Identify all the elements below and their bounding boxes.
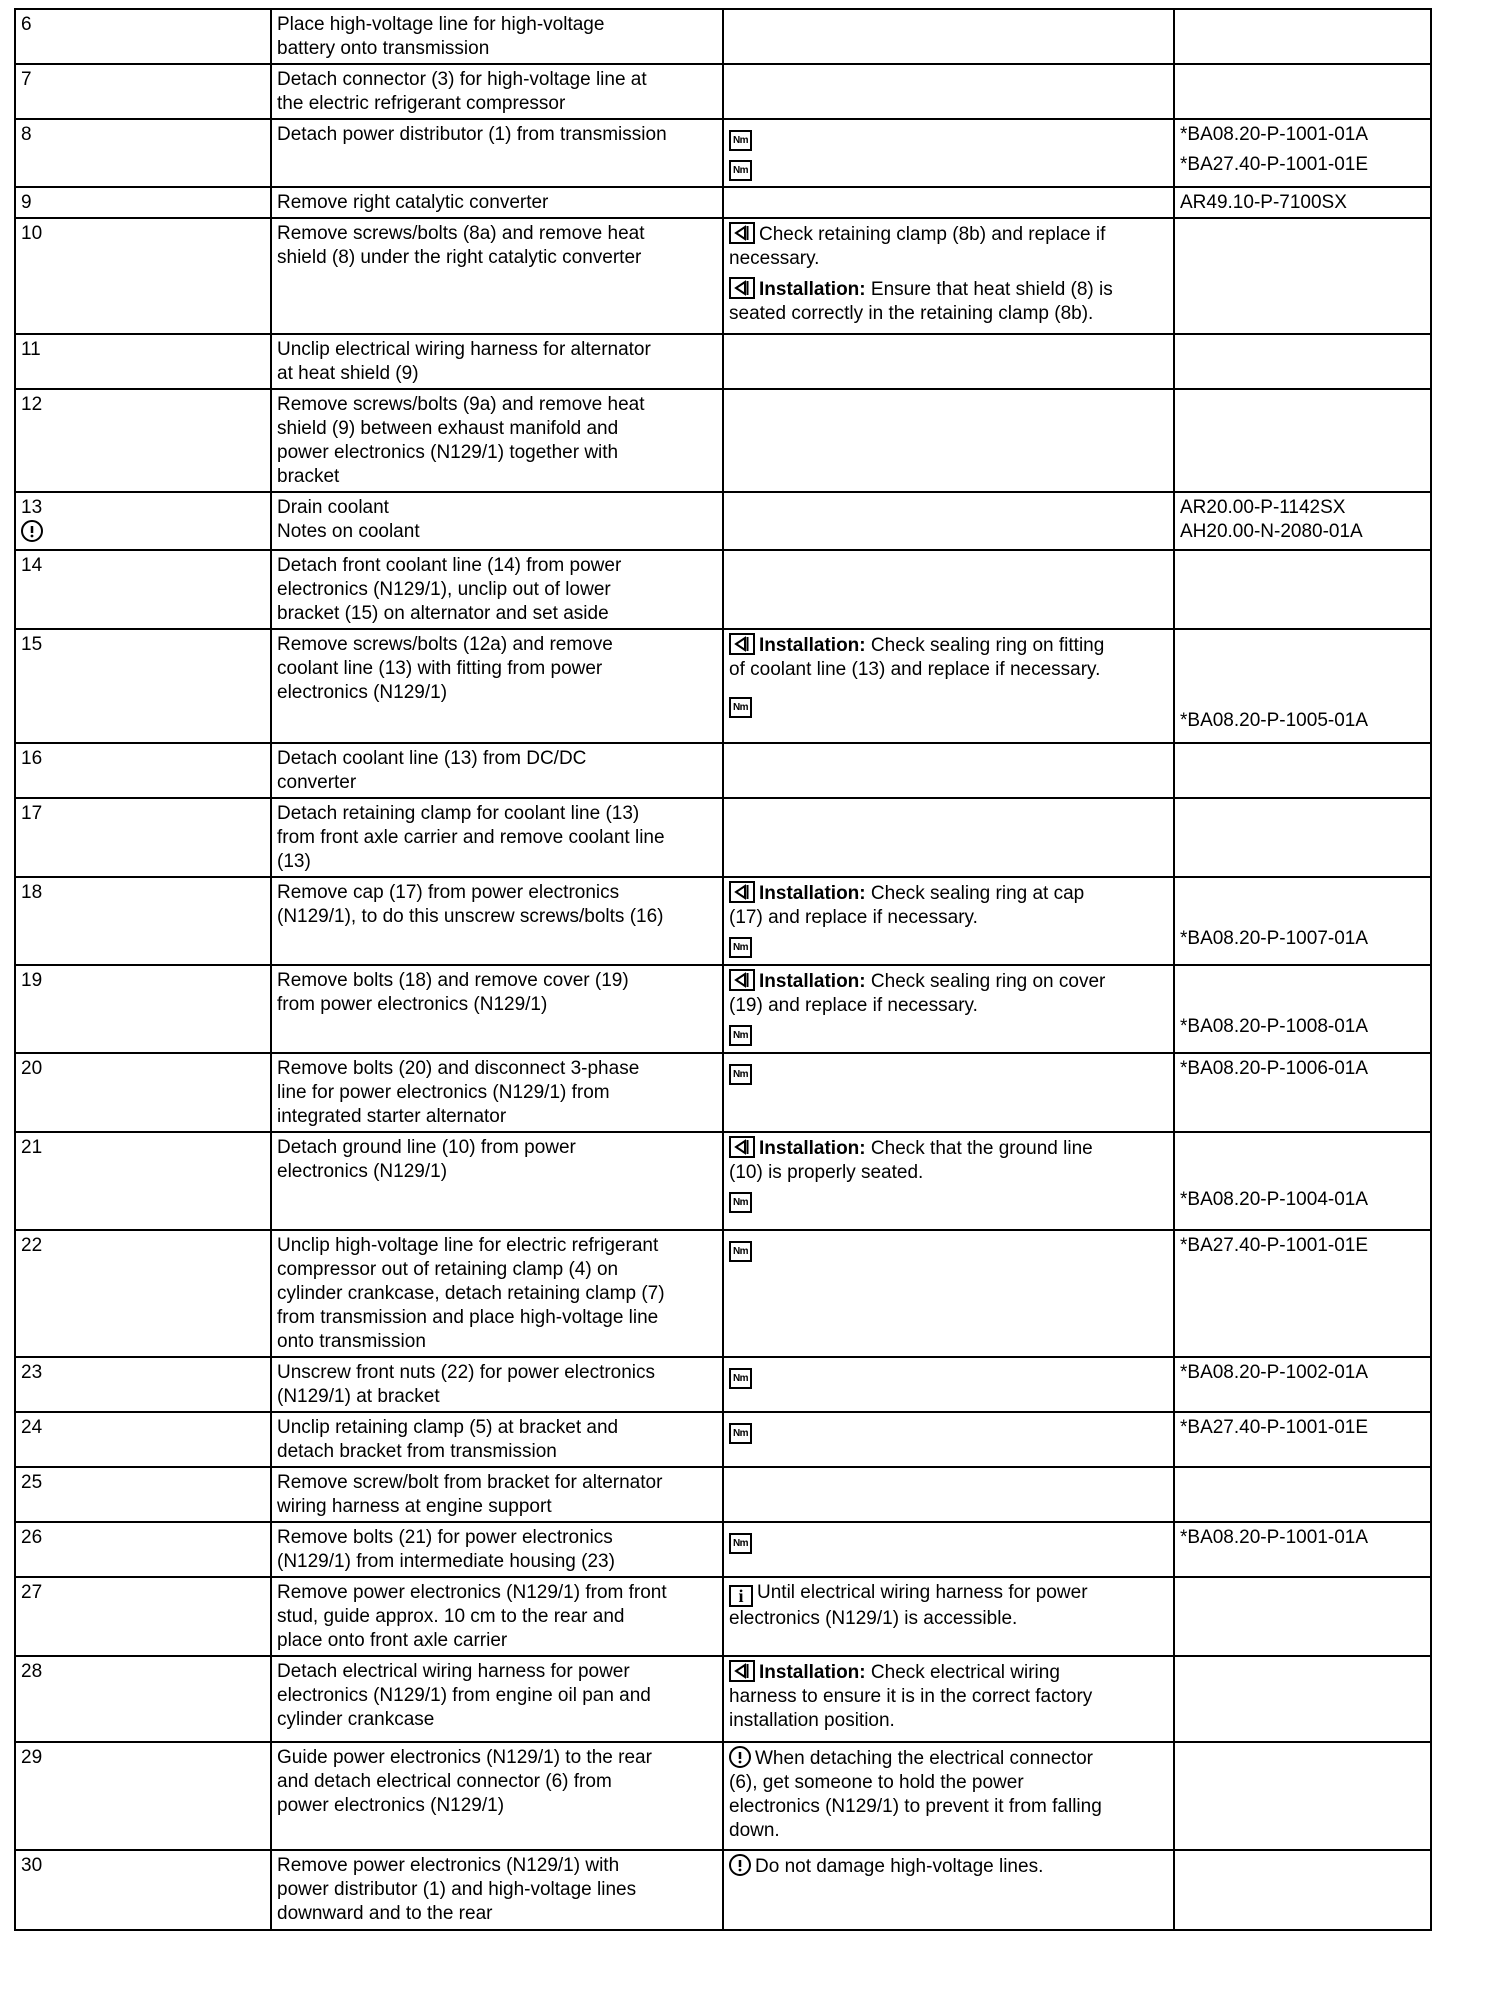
description-line: Detach front coolant line (14) from power: [277, 555, 622, 576]
step-number: [15, 1357, 271, 1412]
note-text: Check electrical wiring: [870, 1662, 1060, 1683]
description-line: (13): [277, 851, 311, 872]
description-line: the electric refrigerant compressor: [277, 93, 566, 114]
step-description: [271, 629, 723, 743]
description-line: converter: [277, 772, 357, 793]
description-line: place onto front axle carrier: [277, 1630, 508, 1651]
step-notes: [723, 629, 1174, 743]
step-description: [271, 798, 723, 877]
step-number-text: 16: [21, 748, 43, 769]
table-row: [15, 1053, 1431, 1132]
reference-link[interactable]: *BA08.20-P-1005-01A: [1180, 710, 1369, 731]
description-line: stud, guide approx. 10 cm to the rear and: [277, 1606, 625, 1627]
step-notes: [723, 119, 1174, 187]
step-number: [15, 965, 271, 1053]
table-row: [15, 64, 1431, 119]
installation-note: [729, 1136, 1168, 1185]
torque-nm-icon[interactable]: Nm: [729, 1192, 752, 1213]
description-line: bracket (15) on alternator and set aside: [277, 603, 609, 624]
warning-icon: [729, 1854, 751, 1876]
step-description: [271, 1357, 723, 1412]
step-number: [15, 550, 271, 629]
step-number: [15, 743, 271, 798]
step-description: [271, 9, 723, 64]
step-notes: [723, 550, 1174, 629]
table-row: [15, 1522, 1431, 1577]
step-number-text: 26: [21, 1527, 43, 1548]
description-line: bracket: [277, 466, 340, 487]
description-line: (N129/1), to do this unscrew screws/bolts (16): [277, 906, 664, 927]
table-row: [15, 334, 1431, 389]
step-number-text: 13: [21, 497, 43, 518]
description-line: power electronics (N129/1): [277, 1795, 505, 1816]
step-description: [271, 1467, 723, 1522]
installation-note: [729, 277, 1168, 326]
step-reference: [1174, 1467, 1431, 1522]
installation-arrow-icon: [729, 277, 755, 299]
note-text: seated correctly in the retaining clamp (8b).: [729, 303, 1094, 324]
step-notes: [723, 877, 1174, 965]
step-number: [15, 119, 271, 187]
description-line: Remove right catalytic converter: [277, 192, 549, 213]
step-notes: [723, 1850, 1174, 1930]
step-description: [271, 743, 723, 798]
note-text: (10) is properly seated.: [729, 1162, 924, 1183]
step-description: [271, 1132, 723, 1230]
note-text: Check sealing ring on cover: [870, 971, 1106, 992]
step-notes: [723, 1132, 1174, 1230]
step-reference: [1174, 1357, 1431, 1412]
note: [729, 222, 1168, 271]
step-description: [271, 1053, 723, 1132]
reference-link[interactable]: *BA08.20-P-1002-01A: [1180, 1362, 1369, 1383]
table-row: [15, 1412, 1431, 1467]
table-row: [15, 1132, 1431, 1230]
step-description: [271, 1577, 723, 1656]
note-text: (6), get someone to hold the power: [729, 1772, 1024, 1793]
description-line: power distributor (1) and high-voltage lines: [277, 1879, 637, 1900]
table-row: [15, 1230, 1431, 1357]
description-line: Remove power electronics (N129/1) with: [277, 1855, 620, 1876]
step-description: [271, 492, 723, 550]
description-line: wiring harness at engine support: [277, 1496, 552, 1517]
installation-arrow-icon: [729, 881, 755, 903]
step-reference: [1174, 218, 1431, 334]
description-line: cylinder crankcase, detach retaining clamp (7): [277, 1283, 665, 1304]
info-icon: i: [729, 1585, 753, 1607]
note-text: electronics (N129/1) to prevent it from falling: [729, 1796, 1102, 1817]
step-description: [271, 877, 723, 965]
step-notes: [723, 1357, 1174, 1412]
table-row: [15, 218, 1431, 334]
step-description: [271, 119, 723, 187]
description-line: shield (8) under the right catalytic converter: [277, 247, 642, 268]
torque-nm-icon[interactable]: Nm: [729, 1533, 752, 1554]
step-description: [271, 1850, 723, 1930]
step-description: [271, 187, 723, 218]
reference-link[interactable]: *BA08.20-P-1001-01A: [1180, 1527, 1369, 1548]
step-number: [15, 334, 271, 389]
installation-note: [729, 633, 1168, 682]
step-reference: [1174, 1850, 1431, 1930]
note-text: installation position.: [729, 1710, 895, 1731]
table-row: [15, 1742, 1431, 1850]
step-description: [271, 550, 723, 629]
reference-link[interactable]: *BA08.20-P-1006-01A: [1180, 1058, 1369, 1079]
step-reference: [1174, 1412, 1431, 1467]
description-line: Detach retaining clamp for coolant line (13): [277, 803, 640, 824]
step-number-text: 10: [21, 223, 43, 244]
step-notes: [723, 1742, 1174, 1850]
step-notes: [723, 743, 1174, 798]
step-notes: [723, 1577, 1174, 1656]
step-number: [15, 1053, 271, 1132]
step-notes: [723, 1467, 1174, 1522]
step-reference: [1174, 389, 1431, 492]
table-row: [15, 119, 1431, 187]
installation-arrow-icon: [729, 633, 755, 655]
description-line: from power electronics (N129/1): [277, 994, 548, 1015]
step-reference: [1174, 334, 1431, 389]
description-line: electronics (N129/1) from engine oil pan and: [277, 1685, 651, 1706]
description-line: Remove screws/bolts (8a) and remove heat: [277, 223, 645, 244]
step-notes: [723, 218, 1174, 334]
step-notes: [723, 1522, 1174, 1577]
step-number-text: 9: [21, 192, 32, 213]
step-number: [15, 1412, 271, 1467]
reference-link[interactable]: *BA27.40-P-1001-01E: [1180, 1235, 1369, 1256]
torque-nm-icon[interactable]: Nm: [729, 1241, 752, 1262]
description-line: Unclip electrical wiring harness for alternator: [277, 339, 651, 360]
table-row: [15, 1357, 1431, 1412]
step-reference: [1174, 1656, 1431, 1742]
step-number-text: 23: [21, 1362, 43, 1383]
step-number-text: 21: [21, 1137, 43, 1158]
description-line: battery onto transmission: [277, 38, 490, 59]
step-number: [15, 218, 271, 334]
step-number-text: 22: [21, 1235, 43, 1256]
step-description: [271, 1412, 723, 1467]
description-line: cylinder crankcase: [277, 1709, 435, 1730]
table-row: [15, 389, 1431, 492]
step-number-text: 19: [21, 970, 43, 991]
note-text: When detaching the electrical connector: [755, 1748, 1093, 1769]
description-line: Remove screw/bolt from bracket for alternator: [277, 1472, 663, 1493]
reference-link[interactable]: *BA08.20-P-1004-01A: [1180, 1189, 1369, 1210]
info-note: [729, 1581, 1168, 1631]
step-number: [15, 1230, 271, 1357]
step-number: [15, 877, 271, 965]
note-text: Check sealing ring on fitting: [870, 635, 1105, 656]
description-line: Remove bolts (18) and remove cover (19): [277, 970, 629, 991]
description-line: onto transmission: [277, 1331, 426, 1352]
step-notes: [723, 389, 1174, 492]
description-line: Remove screws/bolts (12a) and remove: [277, 634, 613, 655]
installation-label: Installation:: [759, 635, 866, 656]
description-line: Remove screws/bolts (9a) and remove heat: [277, 394, 645, 415]
step-notes: [723, 187, 1174, 218]
description-line: line for power electronics (N129/1) from: [277, 1082, 610, 1103]
note-text: Until electrical wiring harness for power: [757, 1582, 1088, 1603]
step-number-text: 25: [21, 1472, 43, 1493]
note-text: of coolant line (13) and replace if necessary.: [729, 659, 1101, 680]
torque-nm-icon[interactable]: Nm: [729, 937, 752, 958]
step-description: [271, 1230, 723, 1357]
reference-link[interactable]: *BA08.20-P-1008-01A: [1180, 1016, 1369, 1037]
table-row: [15, 1656, 1431, 1742]
note-text: electronics (N129/1) is accessible.: [729, 1608, 1018, 1629]
description-line: downward and to the rear: [277, 1903, 493, 1924]
step-reference: [1174, 743, 1431, 798]
table-row: [15, 877, 1431, 965]
step-number: [15, 389, 271, 492]
description-line: electronics (N129/1): [277, 682, 448, 703]
description-line: coolant line (13) with fitting from power: [277, 658, 603, 679]
warning-note: [729, 1854, 1168, 1879]
note-text: harness to ensure it is in the correct factory: [729, 1686, 1093, 1707]
installation-arrow-icon: [729, 1136, 755, 1158]
description-line: Guide power electronics (N129/1) to the rear: [277, 1747, 652, 1768]
description-line: and detach electrical connector (6) from: [277, 1771, 612, 1792]
warning-icon: [729, 1746, 751, 1768]
step-number: [15, 1656, 271, 1742]
installation-arrow-icon: [729, 969, 755, 991]
step-number-text: 11: [21, 339, 41, 360]
step-description: [271, 334, 723, 389]
description-line: Unscrew front nuts (22) for power electronics: [277, 1362, 656, 1383]
table-row: [15, 492, 1431, 550]
step-number: [15, 187, 271, 218]
table-row: [15, 187, 1431, 218]
note-text: (17) and replace if necessary.: [729, 907, 978, 928]
table-row: [15, 1577, 1431, 1656]
table-row: [15, 1850, 1431, 1930]
reference-link[interactable]: *BA08.20-P-1001-01A: [1180, 124, 1369, 145]
description-line: (N129/1) at bracket: [277, 1386, 440, 1407]
step-reference: [1174, 187, 1431, 218]
reference-link[interactable]: AR20.00-P-1142SX: [1180, 497, 1346, 518]
note-text: necessary.: [729, 248, 820, 269]
table-row: [15, 743, 1431, 798]
step-number-text: 14: [21, 555, 43, 576]
step-number-text: 29: [21, 1747, 43, 1768]
description-line: from front axle carrier and remove coolant line: [277, 827, 665, 848]
step-description: [271, 1522, 723, 1577]
step-number: [15, 1850, 271, 1930]
step-reference: [1174, 119, 1431, 187]
description-line: Detach electrical wiring harness for power: [277, 1661, 630, 1682]
step-description: [271, 218, 723, 334]
table-row: [15, 798, 1431, 877]
table-row: [15, 629, 1431, 743]
step-number-text: 27: [21, 1582, 43, 1603]
procedure-table: [14, 8, 1432, 1931]
step-description: [271, 64, 723, 119]
step-notes: [723, 9, 1174, 64]
warning-note: [729, 1746, 1168, 1843]
step-number: [15, 1522, 271, 1577]
description-line: Detach power distributor (1) from transmission: [277, 124, 667, 145]
description-line: electronics (N129/1): [277, 1161, 448, 1182]
description-line: Unclip retaining clamp (5) at bracket and: [277, 1417, 619, 1438]
table-row: [15, 1467, 1431, 1522]
description-line: Detach coolant line (13) from DC/DC: [277, 748, 587, 769]
step-notes: [723, 1053, 1174, 1132]
step-notes: [723, 965, 1174, 1053]
description-line: Drain coolant: [277, 497, 389, 518]
step-number: [15, 798, 271, 877]
step-number-text: 30: [21, 1855, 43, 1876]
step-reference: [1174, 1053, 1431, 1132]
step-reference: [1174, 1577, 1431, 1656]
step-number-text: 28: [21, 1661, 43, 1682]
step-description: [271, 965, 723, 1053]
step-number: [15, 629, 271, 743]
step-number-text: 6: [21, 14, 32, 35]
description-line: at heat shield (9): [277, 363, 419, 384]
step-description: [271, 1656, 723, 1742]
step-notes: [723, 1656, 1174, 1742]
step-reference: [1174, 1742, 1431, 1850]
description-line: detach bracket from transmission: [277, 1441, 557, 1462]
step-reference: [1174, 64, 1431, 119]
reference-link[interactable]: *BA27.40-P-1001-01E: [1180, 154, 1369, 175]
table-row: [15, 9, 1431, 64]
description-line: electronics (N129/1), unclip out of lower: [277, 579, 611, 600]
step-number-text: 12: [21, 394, 43, 415]
description-line: power electronics (N129/1) together with: [277, 442, 619, 463]
reference-link[interactable]: *BA27.40-P-1001-01E: [1180, 1417, 1369, 1438]
description-line: Remove power electronics (N129/1) from front: [277, 1582, 667, 1603]
description-line: Unclip high-voltage line for electric refrigerant: [277, 1235, 659, 1256]
step-reference: [1174, 9, 1431, 64]
step-description: [271, 1742, 723, 1850]
step-notes: [723, 1412, 1174, 1467]
step-reference: [1174, 798, 1431, 877]
note-text: Check sealing ring at cap: [870, 883, 1085, 904]
description-line: Detach connector (3) for high-voltage line at: [277, 69, 647, 90]
step-reference: [1174, 629, 1431, 743]
description-line: (N129/1) from intermediate housing (23): [277, 1551, 615, 1572]
table-row: [15, 965, 1431, 1053]
reference-link[interactable]: AH20.00-N-2080-01A: [1180, 521, 1363, 542]
description-line: Detach ground line (10) from power: [277, 1137, 576, 1158]
step-number-text: 8: [21, 124, 32, 145]
reference-link[interactable]: *BA08.20-P-1007-01A: [1180, 928, 1369, 949]
description-line: from transmission and place high-voltage line: [277, 1307, 659, 1328]
step-notes: [723, 334, 1174, 389]
installation-note: [729, 881, 1168, 930]
torque-nm-icon[interactable]: Nm: [729, 1368, 752, 1389]
step-number: [15, 1742, 271, 1850]
note-text: Ensure that heat shield (8) is: [870, 279, 1113, 300]
step-number-text: 18: [21, 882, 43, 903]
description-line: Notes on coolant: [277, 521, 420, 542]
notes-warning-icon[interactable]: [21, 520, 43, 542]
step-description: [271, 389, 723, 492]
description-line: Remove cap (17) from power electronics: [277, 882, 620, 903]
installation-label: Installation:: [759, 1138, 866, 1159]
step-number-text: 7: [21, 69, 32, 90]
note-text: (19) and replace if necessary.: [729, 995, 978, 1016]
step-reference: [1174, 1230, 1431, 1357]
step-number: [15, 1132, 271, 1230]
step-reference: [1174, 877, 1431, 965]
installation-arrow-icon: [729, 1660, 755, 1682]
installation-label: Installation:: [759, 279, 866, 300]
step-number: [15, 1577, 271, 1656]
step-notes: [723, 1230, 1174, 1357]
description-line: Remove bolts (20) and disconnect 3-phase: [277, 1058, 640, 1079]
step-notes: [723, 64, 1174, 119]
note-text: Check that the ground line: [870, 1138, 1093, 1159]
step-number-text: 17: [21, 803, 43, 824]
torque-nm-icon[interactable]: Nm: [729, 697, 752, 718]
step-number-text: 15: [21, 634, 43, 655]
installation-arrow-icon: [729, 222, 755, 244]
step-reference: [1174, 1132, 1431, 1230]
description-line: shield (9) between exhaust manifold and: [277, 418, 619, 439]
description-line: integrated starter alternator: [277, 1106, 507, 1127]
step-number: [15, 492, 271, 550]
torque-nm-icon[interactable]: Nm: [729, 130, 752, 151]
step-reference: [1174, 550, 1431, 629]
description-line: Place high-voltage line for high-voltage: [277, 14, 605, 35]
step-number-text: 24: [21, 1417, 43, 1438]
table-row: [15, 550, 1431, 629]
torque-nm-icon[interactable]: Nm: [729, 1025, 752, 1046]
description-line: Remove bolts (21) for power electronics: [277, 1527, 613, 1548]
note-text: down.: [729, 1820, 780, 1841]
step-reference: [1174, 492, 1431, 550]
note-text: Check retaining clamp (8b) and replace if: [759, 224, 1106, 245]
installation-label: Installation:: [759, 883, 866, 904]
step-reference: [1174, 1522, 1431, 1577]
description-line: compressor out of retaining clamp (4) on: [277, 1259, 619, 1280]
installation-note: [729, 1660, 1168, 1733]
step-reference: [1174, 965, 1431, 1053]
installation-note: [729, 969, 1168, 1018]
note-text: Do not damage high-voltage lines.: [755, 1856, 1044, 1877]
step-number: [15, 9, 271, 64]
torque-nm-icon[interactable]: Nm: [729, 1423, 752, 1444]
step-number-text: 20: [21, 1058, 43, 1079]
reference-link[interactable]: AR49.10-P-7100SX: [1180, 192, 1347, 213]
step-number: [15, 1467, 271, 1522]
installation-label: Installation:: [759, 971, 866, 992]
step-notes: [723, 492, 1174, 550]
torque-nm-icon[interactable]: Nm: [729, 160, 752, 181]
installation-label: Installation:: [759, 1662, 866, 1683]
step-notes: [723, 798, 1174, 877]
torque-nm-icon[interactable]: Nm: [729, 1064, 752, 1085]
step-number: [15, 64, 271, 119]
